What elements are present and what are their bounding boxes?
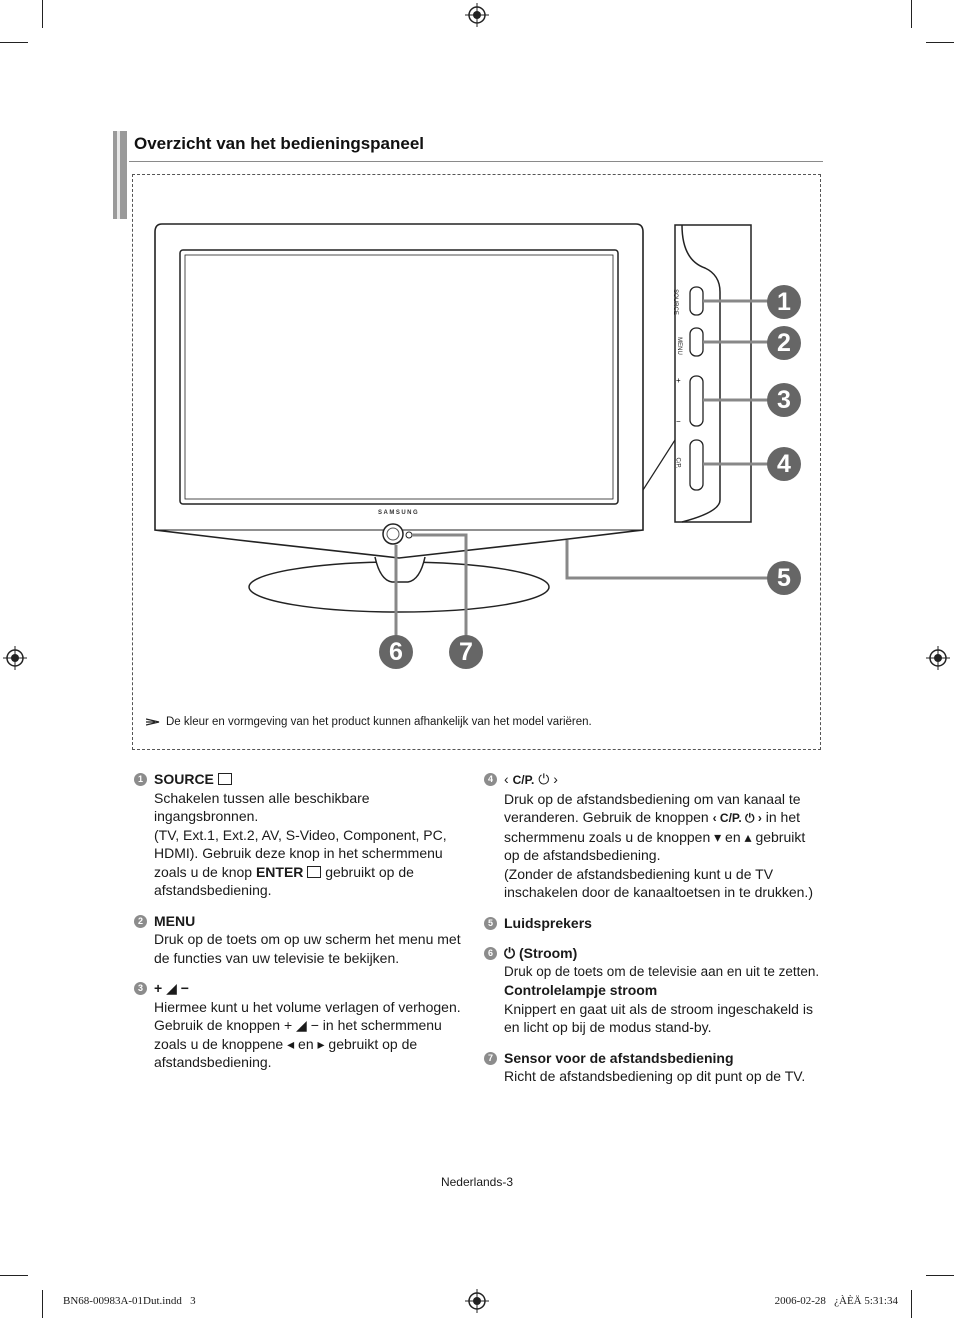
item-line: veranderen. Gebruik de knoppen bbox=[504, 809, 709, 825]
item-line: Schakelen tussen alle beschikbare ingangsbronnen. bbox=[154, 789, 370, 824]
item-line: (Zonder de afstandsbediening kunt u de TV bbox=[504, 865, 774, 882]
power-icon: ⏻ bbox=[504, 945, 516, 961]
item-line: en licht op bij de modus stand-by. bbox=[504, 1019, 712, 1035]
svg-text:+: + bbox=[676, 376, 681, 385]
item-number: 4 bbox=[484, 773, 497, 786]
arrow-left-icon: ◂ bbox=[287, 1035, 295, 1052]
callout-5: 5 bbox=[767, 561, 801, 595]
side-label-source: SOURCE bbox=[671, 289, 678, 315]
item-sensor bbox=[484, 1049, 824, 1086]
item-title: Luidsprekers bbox=[504, 914, 592, 931]
item-line: schermmenu zoals u de knoppen bbox=[504, 828, 711, 845]
item-line: Druk op de afstandsbediening om van kanaal te bbox=[504, 790, 801, 807]
item-title: + ◢ − bbox=[154, 980, 189, 996]
item-line: Hiermee kunt u het volume verlagen of verhogen. bbox=[154, 998, 461, 1015]
item-line: zoals u de knoppene bbox=[154, 1035, 284, 1052]
registration-mark-icon bbox=[3, 646, 27, 670]
crop-mark bbox=[0, 1275, 28, 1276]
item-line: de functies van uw televisie te bekijken. bbox=[154, 949, 400, 966]
item-line: (TV, Ext.1, Ext.2, AV, S-Video, Component, PC, bbox=[154, 826, 447, 843]
enter-icon bbox=[307, 866, 321, 878]
item-source bbox=[134, 770, 469, 900]
item-line: op de afstandsbediening. bbox=[504, 847, 661, 863]
item-number: 7 bbox=[484, 1052, 497, 1065]
item-number: 2 bbox=[134, 915, 147, 928]
crop-mark bbox=[42, 0, 43, 28]
callout-1: 1 bbox=[767, 285, 801, 319]
callout-3: 3 bbox=[767, 383, 801, 417]
item-number: 5 bbox=[484, 917, 497, 930]
registration-mark-icon bbox=[465, 1289, 489, 1313]
item-line: inschakelen door de kanaaltoetsen in te drukken.) bbox=[504, 884, 813, 900]
item-line: in het bbox=[765, 809, 801, 825]
item-line: afstandsbediening. bbox=[154, 882, 272, 898]
item-title: MENU bbox=[154, 912, 196, 929]
page-title: Overzicht van het bedieningspaneel bbox=[134, 134, 425, 153]
item-line: en bbox=[298, 1035, 314, 1052]
title-underline bbox=[129, 161, 823, 162]
item-volume bbox=[134, 979, 469, 1072]
side-label-chvol: C/P. bbox=[674, 457, 681, 469]
item-title: SOURCE bbox=[154, 771, 214, 787]
volume-icon: + ◢ − bbox=[283, 1017, 319, 1033]
enter-icon bbox=[218, 773, 232, 785]
page-number: Nederlands-3 bbox=[440, 1175, 514, 1189]
channel-button-icon: ‹ C/P. ⏻ › bbox=[712, 811, 762, 825]
callout-2: 2 bbox=[767, 326, 801, 360]
crop-mark bbox=[926, 1275, 954, 1276]
item-number: 1 bbox=[134, 773, 147, 786]
item-power bbox=[484, 944, 824, 1037]
item-title: C/P. bbox=[512, 773, 535, 787]
item-line: gebruikt op de bbox=[325, 863, 414, 880]
item-menu bbox=[134, 912, 469, 968]
item-line: ENTER bbox=[255, 863, 304, 880]
items-left-column bbox=[134, 770, 469, 1084]
item-title: (Stroom) bbox=[518, 945, 578, 961]
callout-7: 7 bbox=[449, 635, 483, 669]
item-line: in het schermmenu bbox=[322, 1017, 442, 1033]
arrow-up-icon: ▴ bbox=[744, 828, 752, 845]
section-marker bbox=[113, 131, 127, 219]
tv-illustration bbox=[133, 175, 820, 695]
crop-mark bbox=[926, 42, 954, 43]
slug-date: 2006-02-28 ¿ÀÈÄ 5:31:34 bbox=[774, 1295, 898, 1307]
crop-mark bbox=[42, 1290, 43, 1318]
svg-text:−: − bbox=[676, 417, 681, 426]
registration-mark-icon bbox=[926, 646, 950, 670]
item-line: afstandsbediening. bbox=[154, 1054, 272, 1070]
item-speakers bbox=[484, 914, 824, 933]
item-channel bbox=[484, 770, 824, 902]
items-right-column bbox=[484, 770, 824, 1098]
item-line: Gebruik de knoppen bbox=[154, 1017, 281, 1033]
callout-4: 4 bbox=[767, 447, 801, 481]
item-subtitle: Controlelampje stroom bbox=[504, 982, 658, 998]
item-line: zoals u de knop bbox=[154, 863, 253, 880]
note-text: De kleur en vormgeving van het product kunnen afhankelijk van het model variëren. bbox=[166, 716, 592, 728]
chevron-left-icon: ‹ bbox=[504, 771, 509, 787]
arrow-down-icon: ▾ bbox=[714, 828, 722, 845]
item-line: Druk op de toets om de televisie aan en uit te zetten. bbox=[504, 963, 820, 979]
power-icon: ⏻ bbox=[538, 771, 550, 787]
item-line: gebruikt bbox=[755, 828, 806, 845]
item-number: 6 bbox=[484, 947, 497, 960]
item-line: en bbox=[725, 828, 741, 845]
item-title: Sensor voor de afstandsbediening bbox=[504, 1049, 734, 1066]
item-line: Richt de afstandsbediening op dit punt op de TV. bbox=[504, 1068, 806, 1084]
item-line: HDMI). Gebruik deze knop in het schermmenu bbox=[154, 845, 443, 861]
crop-mark bbox=[911, 0, 912, 28]
item-number: 3 bbox=[134, 982, 147, 995]
slug-file: BN68-00983A-01Dut.indd 3 bbox=[63, 1295, 196, 1307]
brand-logo: SAMSUNG bbox=[378, 510, 420, 516]
crop-mark bbox=[0, 42, 28, 43]
side-label-menu: MENU bbox=[675, 337, 682, 355]
figure-note bbox=[146, 716, 592, 728]
crop-mark bbox=[911, 1290, 912, 1318]
callout-6: 6 bbox=[379, 635, 413, 669]
chevron-right-icon: › bbox=[553, 771, 558, 787]
arrow-right-icon: ▸ bbox=[317, 1035, 325, 1052]
note-arrow-icon bbox=[146, 718, 160, 726]
item-line: Knippert en gaat uit als de stroom ingeschakeld is bbox=[504, 1000, 813, 1017]
item-line: Druk op de toets om op uw scherm het menu met bbox=[154, 931, 461, 947]
section-marker-highlight bbox=[117, 131, 120, 219]
item-line: gebruikt op de bbox=[328, 1035, 418, 1052]
registration-mark-icon bbox=[465, 3, 489, 27]
